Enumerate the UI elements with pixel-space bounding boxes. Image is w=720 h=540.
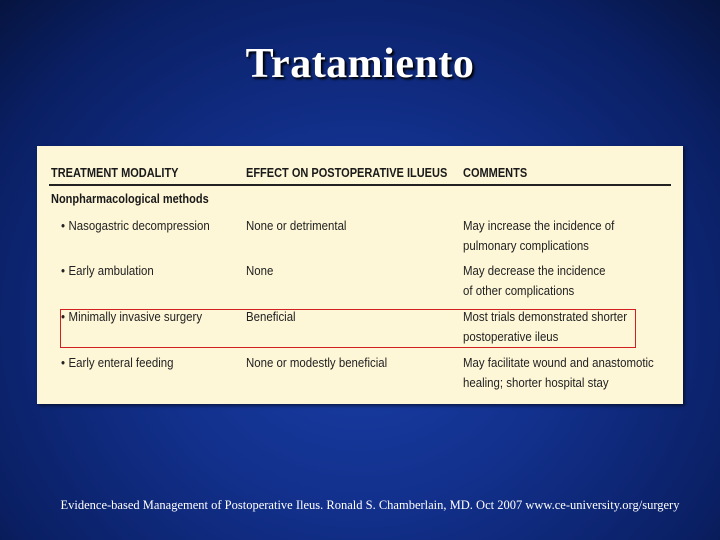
table-row-effect: None <box>246 263 274 278</box>
table-row-comment <box>463 353 654 393</box>
citation-footer: Evidence-based Management of Postoperative Ileus. Ronald S. Chamberlain, MD. Oct 2007 www.ce-university.org/surgery <box>60 498 680 512</box>
bullet-icon: • <box>61 355 66 370</box>
table-row-modality <box>61 353 173 373</box>
comment-line: May decrease the incidence <box>463 263 606 278</box>
comment-line: of other complications <box>463 283 575 298</box>
modality-text: Nasogastric decompression <box>68 218 210 233</box>
table-row-modality <box>61 216 210 236</box>
header-comments: COMMENTS <box>463 166 528 180</box>
comment-line: postoperative ileus <box>463 329 559 344</box>
bullet-icon: • <box>61 218 66 233</box>
comment-line: May facilitate wound and anastomotic <box>463 355 654 370</box>
table-row-modality <box>61 261 154 281</box>
comment-line: Most trials demonstrated shorter <box>463 309 628 324</box>
table-row-comment <box>463 307 627 347</box>
header-treatment-modality: TREATMENT MODALITY <box>51 166 179 180</box>
table-row-effect: None or detrimental <box>246 218 347 233</box>
modality-text: Early enteral feeding <box>68 355 174 370</box>
table-row-comment <box>463 216 614 256</box>
table-row-modality <box>61 307 202 327</box>
comment-line: May increase the incidence of <box>463 218 615 233</box>
modality-text: Minimally invasive surgery <box>68 309 203 324</box>
section-label: Nonpharmacological methods <box>51 192 209 206</box>
bullet-icon: • <box>61 263 66 278</box>
comment-line: pulmonary complications <box>463 238 589 253</box>
header-divider <box>49 184 671 186</box>
slide-title: Tratamiento <box>245 41 475 87</box>
header-effect: EFFECT ON POSTOPERATIVE ILUEUS <box>246 166 448 180</box>
table-row-effect: None or modestly beneficial <box>246 355 388 370</box>
comment-line: healing; shorter hospital stay <box>463 375 609 390</box>
treatment-table <box>37 146 683 404</box>
bullet-icon: • <box>61 309 66 324</box>
modality-text: Early ambulation <box>68 263 154 278</box>
table-row-effect: Beneficial <box>246 309 296 324</box>
table-row-comment <box>463 261 605 301</box>
